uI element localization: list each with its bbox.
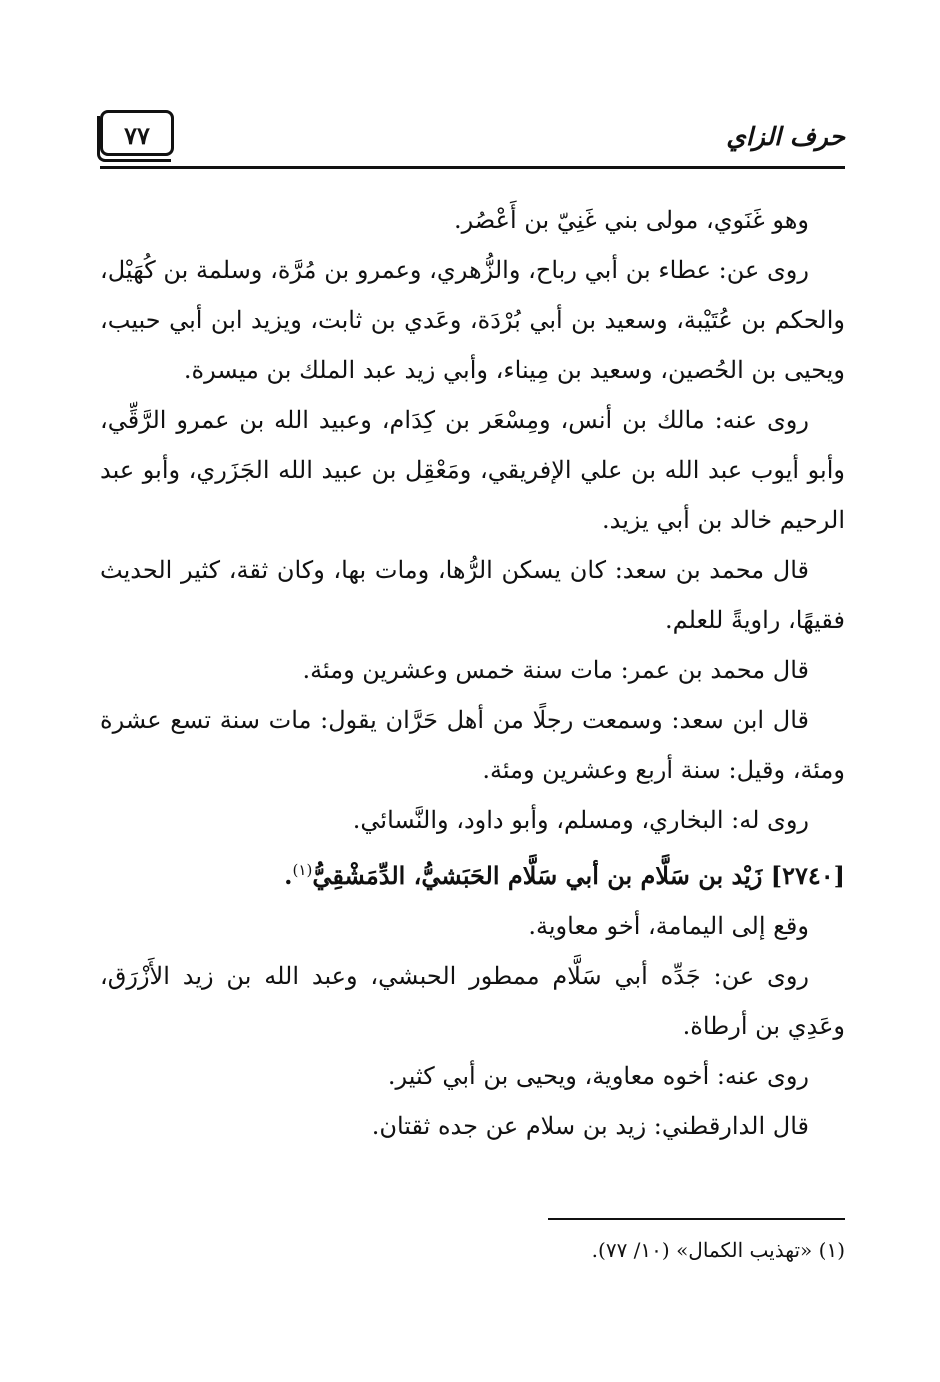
paragraph: روى عن: جَدِّه أبي سَلَّام ممطور الحبشي، وعبد الله بن زيد الأَزْرَق، وعَدِي بن أرطاة. [100, 962, 845, 1040]
entry-heading [100, 845, 845, 901]
paragraph: روى عنه: مالك بن أنس، ومِسْعَر بن كِدَام، وعبيد الله بن عمرو الرَّقِّي، وأبو أيوب عبد الله بن علي الإفريقي، ومَعْقِل بن عبيد الله الجَزَري، وأبو عبد الرحيم خالد بن أبي يزيد. [100, 406, 845, 534]
footnote: (١) «تهذيب الكمال» (١٠/ ٧٧). [591, 1238, 845, 1262]
footnote-marker[interactable]: (١) [292, 861, 313, 879]
entry-heading-end: . [284, 861, 293, 890]
entry-heading-text: [٢٧٤٠] زَيْد بن سَلَّام بن أبي سَلَّام الحَبَشيُّ، الدِّمَشْقِيُّ [312, 861, 845, 890]
running-head: حرف الزاي [726, 122, 845, 151]
paragraph: قال محمد بن سعد: كان يسكن الرُّها، ومات بها، وكان ثقة، كثير الحديث فقيهًا، راويةً للعلم. [100, 556, 845, 634]
paragraph: روى عن: عطاء بن أبي رباح، والزُّهري، وعمرو بن مُرَّة، وسلمة بن كُهَيْل، والحكم بن عُتَيْبة، وسعيد بن أبي بُرْدَة، وعَدي بن ثابت، ويزيد ابن أبي حبيب، ويحيى بن الحُصين، وسعيد بن مِيناء، وأبي زيد عبد الملك بن ميسرة. [100, 256, 845, 384]
paragraph: قال ابن سعد: وسمعت رجلًا من أهل حَرَّان يقول: مات سنة تسع عشرة ومئة، وقيل: سنة أربع وعشرين ومئة. [100, 706, 845, 784]
paragraph: قال محمد بن عمر: مات سنة خمس وعشرين ومئة. [302, 656, 809, 684]
paragraph: قال الدارقطني: زيد بن سلام عن جده ثقتان. [371, 1112, 809, 1140]
page-number: ٧٧ [124, 121, 150, 150]
paragraph: وهو غَنَوي، مولى بني غَنِيّ بن أَعْصُر. [453, 206, 809, 234]
paragraph: روى له: البخاري، ومسلم، وأبو داود، والنَّسائي. [352, 806, 809, 834]
main-text [100, 195, 845, 1151]
page-header [100, 108, 845, 170]
page-number-frame [100, 110, 174, 156]
header-rule [100, 166, 845, 169]
paragraph: وقع إلى اليمامة، أخو معاوية. [528, 912, 809, 940]
paragraph: روى عنه: أخوه معاوية، ويحيى بن أبي كثير. [387, 1062, 809, 1090]
footnote-rule [548, 1218, 845, 1220]
